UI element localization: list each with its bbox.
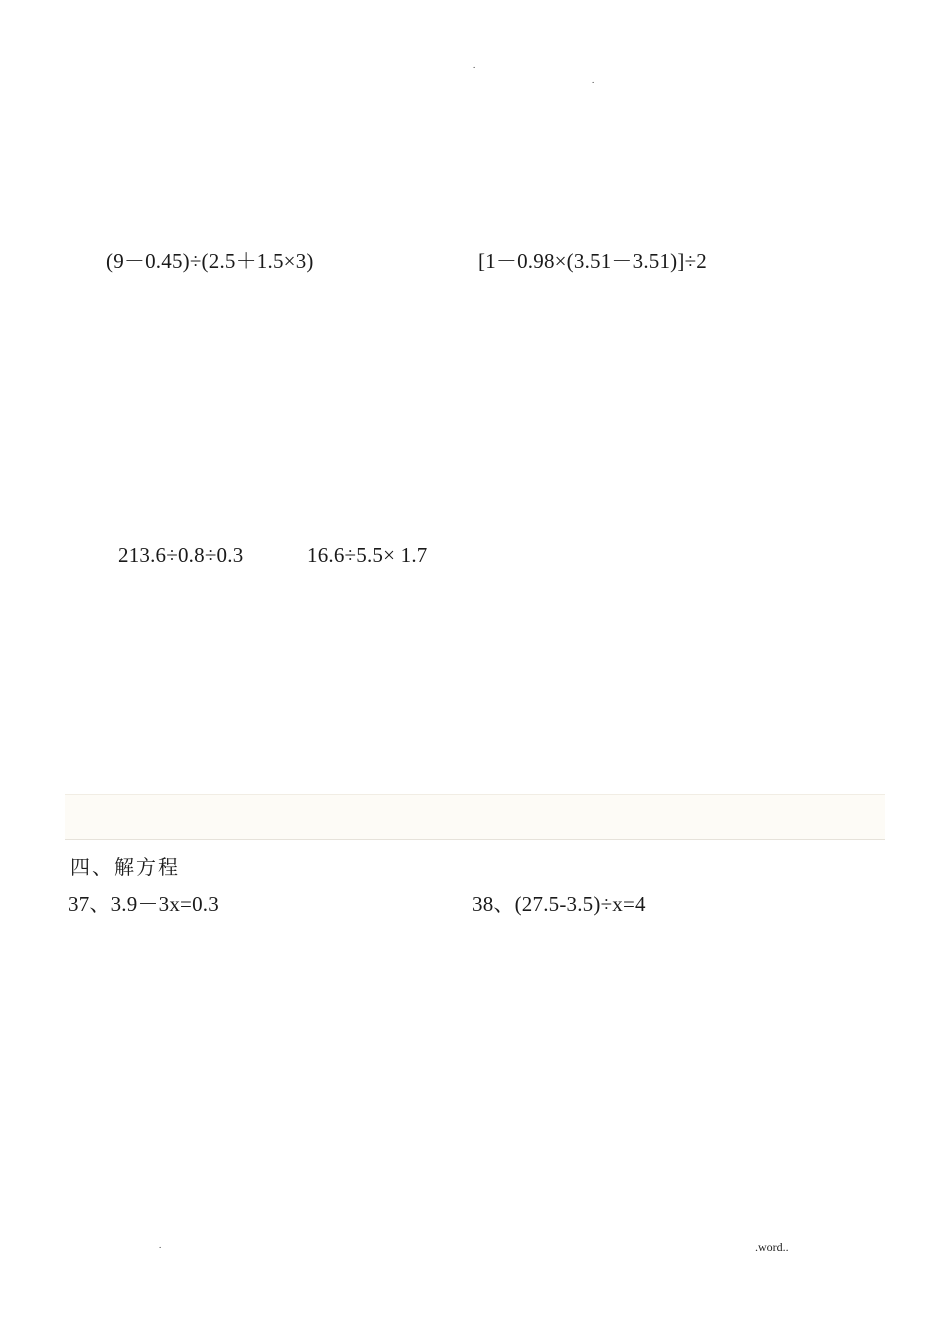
footer-dot: . — [159, 1240, 162, 1250]
calc-expression-1: (9－0.45)÷(2.5＋1.5×3) — [106, 249, 314, 273]
calc-expression-4: 16.6÷5.5× 1.7 — [307, 543, 428, 567]
section-heading: 四、解方程 — [70, 855, 180, 879]
header-dot-left: . — [473, 60, 476, 70]
header-dot-right: . — [592, 75, 595, 85]
equation-37: 37、3.9－3x=0.3 — [68, 892, 219, 916]
footer-word: .word.. — [755, 1240, 789, 1254]
calc-expression-2: [1－0.98×(3.51－3.51)]÷2 — [478, 249, 707, 273]
calc-expression-3: 213.6÷0.8÷0.3 — [118, 543, 244, 567]
equation-38: 38、(27.5-3.5)÷x=4 — [472, 892, 646, 916]
shaded-band — [65, 794, 885, 840]
